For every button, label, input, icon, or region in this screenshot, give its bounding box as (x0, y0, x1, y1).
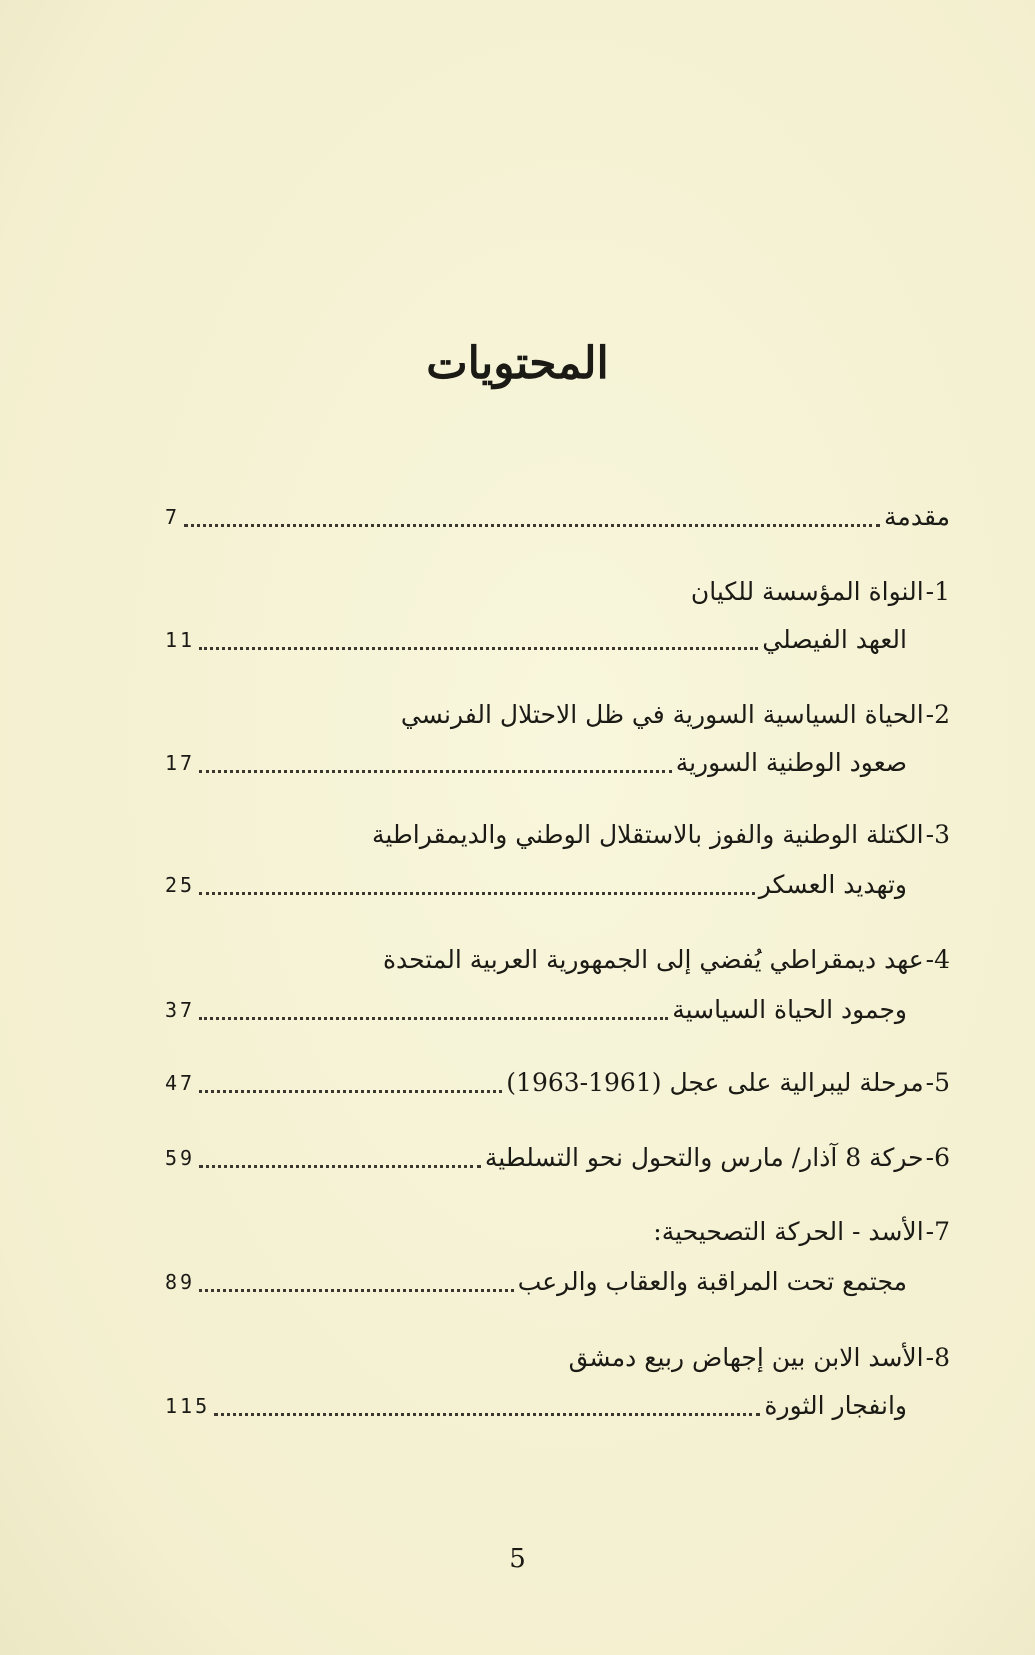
toc-entry-1-line2[interactable] (165, 620, 907, 660)
leader-dots (199, 892, 755, 895)
entry-title: الحياة السياسية السورية في ظل الاحتلال الفرنسي (400, 700, 924, 729)
leader-dots (214, 1413, 760, 1416)
leader-dots (199, 770, 672, 773)
toc-entry-5[interactable] (165, 1063, 950, 1103)
entry-page: 25 (165, 873, 196, 897)
chapter-number: 3- (925, 820, 950, 849)
entry-page: 115 (165, 1394, 211, 1418)
toc-entry-intro[interactable] (165, 497, 950, 537)
chapter-number: 6- (925, 1143, 950, 1172)
entry-title: الأسد الابن بين إجهاض ربيع دمشق (568, 1343, 924, 1372)
toc-entry-2-line1[interactable] (401, 695, 950, 735)
toc-entry-2-line2[interactable] (165, 743, 907, 783)
toc-entry-3-line2[interactable] (165, 865, 907, 905)
entry-title: مقدمة (884, 502, 950, 531)
toc-entry-4-line2[interactable] (165, 990, 907, 1030)
entry-title: حركة 8 آذار/ مارس والتحول نحو التسلطية (484, 1143, 924, 1172)
entry-title: مرحلة ليبرالية على عجل (1961-1963) (506, 1068, 924, 1097)
entry-subtitle: صعود الوطنية السورية (675, 748, 907, 777)
toc-entry-7-line1[interactable] (653, 1212, 950, 1252)
chapter-number: 8- (925, 1343, 950, 1372)
entry-title: الكتلة الوطنية والفوز بالاستقلال الوطني والديمقراطية (371, 820, 924, 849)
toc-entry-7-line2[interactable] (165, 1262, 907, 1302)
entry-page: 11 (165, 628, 196, 652)
toc-entry-8-line1[interactable] (569, 1338, 950, 1378)
entry-page: 17 (165, 751, 196, 775)
entry-subtitle: وتهديد العسكر (758, 870, 907, 899)
page-number: 5 (509, 1544, 526, 1574)
entry-title: عهد ديمقراطي يُفضي إلى الجمهورية العربية المتحدة (382, 945, 924, 974)
toc-entry-6[interactable] (165, 1138, 950, 1178)
entry-subtitle: وانفجار الثورة (764, 1391, 907, 1420)
leader-dots (199, 1090, 502, 1093)
chapter-number: 5- (925, 1068, 950, 1097)
entry-page: 47 (165, 1071, 196, 1095)
entry-subtitle: العهد الفيصلي (762, 625, 907, 654)
leader-dots (199, 647, 758, 650)
toc-entry-3-line1[interactable] (372, 815, 950, 855)
entry-page: 37 (165, 998, 196, 1022)
entry-page: 59 (165, 1146, 196, 1170)
toc-entry-1-line1[interactable] (691, 572, 950, 612)
page-title: المحتويات (426, 338, 609, 389)
entry-subtitle: وجمود الحياة السياسية (672, 995, 907, 1024)
entry-title: النواة المؤسسة للكيان (690, 577, 924, 606)
chapter-number: 1- (925, 577, 950, 606)
entry-page: 7 (165, 505, 181, 529)
leader-dots (199, 1017, 668, 1020)
toc-entry-8-line2[interactable] (165, 1386, 907, 1426)
chapter-number: 4- (925, 945, 950, 974)
toc-entry-4-line1[interactable] (383, 940, 950, 980)
chapter-number: 7- (925, 1217, 950, 1246)
entry-page: 89 (165, 1270, 196, 1294)
leader-dots (184, 524, 880, 527)
leader-dots (199, 1165, 481, 1168)
leader-dots (199, 1289, 514, 1292)
entry-subtitle: مجتمع تحت المراقبة والعقاب والرعب (517, 1267, 907, 1296)
entry-title: الأسد - الحركة التصحيحية: (653, 1217, 924, 1246)
chapter-number: 2- (925, 700, 950, 729)
